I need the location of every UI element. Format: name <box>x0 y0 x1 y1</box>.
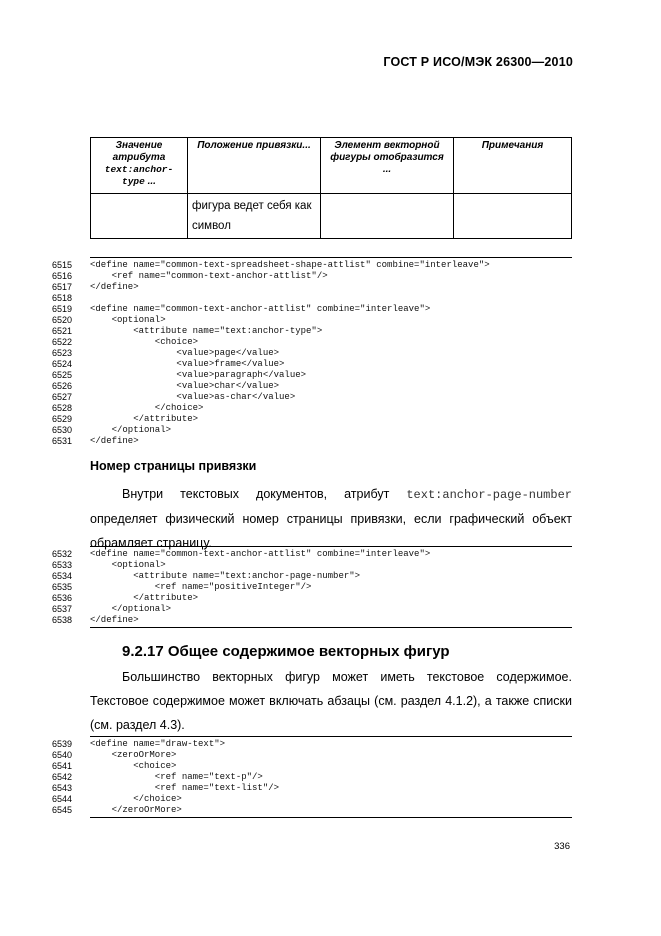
paragraph-text-after: определяет физический номер страницы привязки, если графический объект обрамляет страницу. <box>90 512 572 550</box>
table-cell-empty <box>454 194 572 239</box>
code-line-text: </optional> <box>90 604 172 614</box>
paragraph-anchor-page <box>90 482 572 555</box>
code-line-number: 6541 <box>52 761 73 771</box>
code-line-number: 6522 <box>52 337 73 347</box>
code-line-text: </choice> <box>90 794 182 804</box>
code-line-text: <ref name="text-list"/> <box>90 783 280 793</box>
header-attribute-value <box>91 138 188 194</box>
header-attribute-label: Значение атрибута <box>112 140 166 163</box>
code-line-number: 6536 <box>52 593 73 603</box>
code-top-rule <box>90 546 572 547</box>
header-anchor-position: Положение привязки... <box>188 138 321 194</box>
code-line-text: <attribute name="text:anchor-page-number"> <box>90 571 361 581</box>
code-line-number: 6538 <box>52 615 73 625</box>
code-line-number: 6543 <box>52 783 73 793</box>
anchor-type-table <box>90 137 572 239</box>
code-line-number: 6530 <box>52 425 73 435</box>
header-attribute-mono: text:anchor-type <box>104 164 174 187</box>
code-line-number: 6524 <box>52 359 73 369</box>
code-line-number: 6515 <box>52 260 73 270</box>
code-line-number: 6520 <box>52 315 73 325</box>
code-line-number: 6527 <box>52 392 73 402</box>
document-header: ГОСТ Р ИСО/МЭК 26300—2010 <box>383 55 573 69</box>
code-line-text: <ref name="common-text-anchor-attlist"/> <box>90 271 328 281</box>
code-bottom-rule <box>90 627 572 628</box>
code-line-text: <value>char</value> <box>90 381 280 391</box>
code-line-number: 6516 <box>52 271 73 281</box>
table-cell-empty <box>91 194 188 239</box>
code-line-number: 6542 <box>52 772 73 782</box>
code-line-number: 6545 <box>52 805 73 815</box>
code-line-text: </define> <box>90 615 139 625</box>
code-line-text: </zeroOrMore> <box>90 805 182 815</box>
header-shape-element: Элемент векторной фигуры отобразится ... <box>321 138 454 194</box>
code-line-text: <value>as-char</value> <box>90 392 296 402</box>
code-line-number: 6523 <box>52 348 73 358</box>
code-line-number: 6534 <box>52 571 73 581</box>
code-line-text: <optional> <box>90 560 166 570</box>
header-attribute-suffix: ... <box>144 176 156 187</box>
code-line-text: </choice> <box>90 403 204 413</box>
paragraph-mono-attribute: text:anchor-page-number <box>406 488 572 502</box>
code-line-text: </define> <box>90 436 139 446</box>
section-heading-shape-content: 9.2.17 Общее содержимое векторных фигур <box>122 643 450 660</box>
paragraph-shape-text: Большинство векторных фигур может иметь текстовое содержимое. Текстовое содержимое может включать абзацы (см. раздел 4.1.2), а также списки (см. раздел 4.3). <box>90 670 572 732</box>
code-line-text: <choice> <box>90 761 177 771</box>
code-line-text: <value>frame</value> <box>90 359 285 369</box>
code-bottom-rule <box>90 817 572 818</box>
code-line-text: <optional> <box>90 315 166 325</box>
code-line-number: 6533 <box>52 560 73 570</box>
page-number: 336 <box>554 841 570 852</box>
code-top-rule <box>90 257 572 258</box>
code-top-rule <box>90 736 572 737</box>
code-line-text: </attribute> <box>90 414 199 424</box>
code-line-number: 6531 <box>52 436 73 446</box>
code-line-number: 6519 <box>52 304 73 314</box>
code-line-number: 6532 <box>52 549 73 559</box>
code-line-text: <define name="common-text-anchor-attlist" combine="interleave"> <box>90 304 431 314</box>
code-line-text: </attribute> <box>90 593 199 603</box>
code-line-text: <zeroOrMore> <box>90 750 177 760</box>
code-line-number: 6517 <box>52 282 73 292</box>
code-line-text: <attribute name="text:anchor-type"> <box>90 326 323 336</box>
code-line-number: 6525 <box>52 370 73 380</box>
code-line-number: 6518 <box>52 293 73 303</box>
code-line-text: <choice> <box>90 337 199 347</box>
code-line-number: 6529 <box>52 414 73 424</box>
code-line-number: 6537 <box>52 604 73 614</box>
paragraph-shape-content <box>90 665 572 737</box>
header-notes: Примечания <box>454 138 572 194</box>
code-line-number: 6521 <box>52 326 73 336</box>
code-line-number: 6528 <box>52 403 73 413</box>
table-header-row <box>91 138 572 194</box>
code-line-text: <value>page</value> <box>90 348 280 358</box>
section-title-anchor-page: Номер страницы привязки <box>90 459 257 473</box>
code-line-text: </optional> <box>90 425 172 435</box>
code-line-text: <value>paragraph</value> <box>90 370 307 380</box>
code-line-text: <define name="common-text-anchor-attlist" combine="interleave"> <box>90 549 431 559</box>
code-line-text: <define name="common-text-spreadsheet-shape-attlist" combine="interleave"> <box>90 260 490 270</box>
code-line-text: <ref name="positiveInteger"/> <box>90 582 312 592</box>
code-line-number: 6526 <box>52 381 73 391</box>
table-cell-position: фигура ведет себя как символ <box>188 194 321 239</box>
code-line-number: 6540 <box>52 750 73 760</box>
code-line-text: <define name="draw-text"> <box>90 739 226 749</box>
code-line-number: 6539 <box>52 739 73 749</box>
table-cell-empty <box>321 194 454 239</box>
code-line-number: 6544 <box>52 794 73 804</box>
code-line-text: <ref name="text-p"/> <box>90 772 263 782</box>
code-line-number: 6535 <box>52 582 73 592</box>
code-line-text: </define> <box>90 282 139 292</box>
table-row <box>91 194 572 239</box>
paragraph-text-before: Внутри текстовых документов, атрибут <box>122 487 407 501</box>
